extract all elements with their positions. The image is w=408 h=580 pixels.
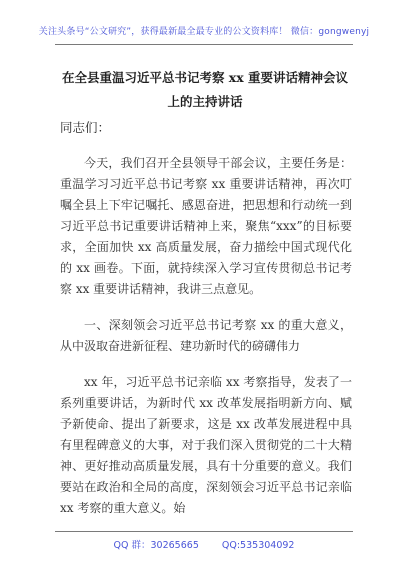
footer-qq-group: QQ 群：30265665: [113, 540, 199, 551]
section-heading-1: 一、深刻领会习近平总书记考察 xx 的重大意义，从中汲取奋进新征程、建功新时代的磅礴伟力: [60, 318, 352, 353]
paragraph-intro: 今天，我们召开全县领导干部会议，主要任务是：重温学习习近平总书记考察 xx 重要讲话精神，再次叮嘱全县上下牢记嘱托、感恩奋进，把思想和行动统一到习近平总书记重要讲话精神上来，聚焦“xxx”的目标要求，全面加快 xx 高质量发展，奋力描绘中国式现代化的 xx 画卷。下面，就持续深入学习宣传贯彻总书记考察 xx 重要讲话精神，我讲三点意见。: [60, 156, 352, 296]
footer: [0, 537, 408, 551]
footer-divider: [55, 531, 353, 532]
document-body: [60, 118, 352, 534]
paragraph-body: xx 年，习近平总书记亲临 xx 考察指导，发表了一系列重要讲话，为新时代 xx 改革发展指明新方向、赋予新使命、提出了新要求，这是 xx 改革发展进程中具有里程碑意义的大事，对于我们深入贯彻党的二十大精神、更好推动高质量发展，具有十分重要的意义。我们要站在政治和全局的高度，深刻领会习近平总书记亲临 xx 考察的重大意义。始: [60, 375, 352, 515]
footer-qq: QQ:535304092: [221, 540, 295, 551]
salutation: 同志们：: [60, 120, 111, 135]
header-banner: 关注头条号“公文研究”，获得最新最全最专业的公文资料库！ 微信：gongwenyj: [38, 27, 370, 37]
document-title: 在全县重温习近平总书记考察 xx 重要讲话精神会议上的主持讲话: [61, 70, 349, 109]
header-divider: [55, 44, 353, 45]
